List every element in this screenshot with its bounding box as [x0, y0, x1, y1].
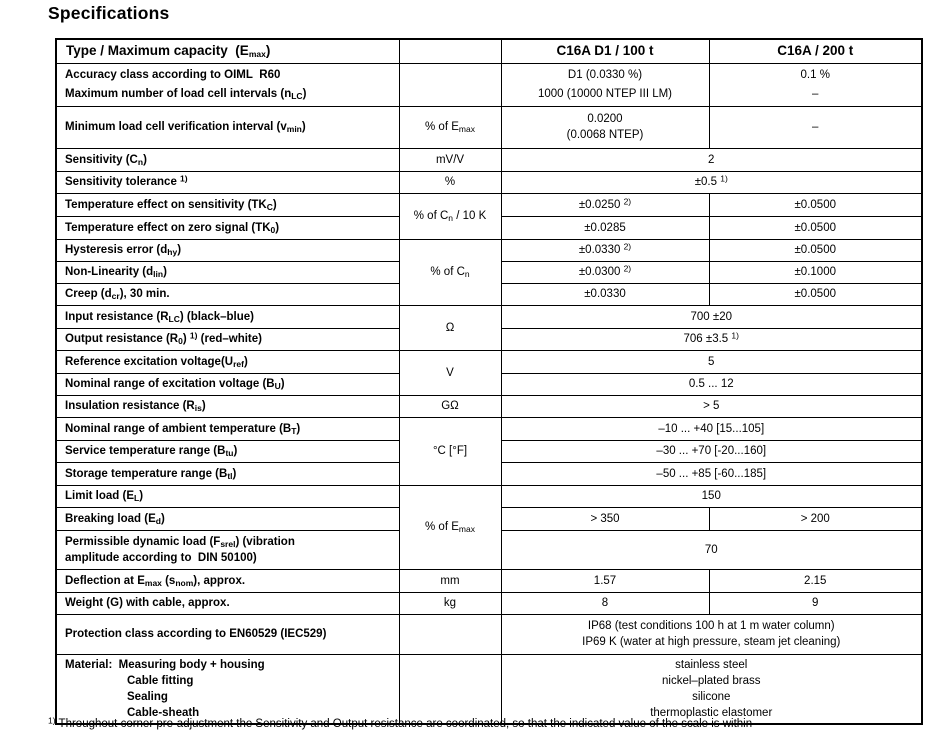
- table-row-temp-effect-sensitivity: [56, 193, 922, 216]
- celsius-fahrenheit-unit: °C [°F]: [399, 417, 501, 485]
- reference-excitation-label: Reference excitation $voltage(U_{ref})$: [56, 350, 399, 373]
- accuracy-label-line2: Maximum number of load cell intervals $(n_{LC})$: [65, 87, 307, 101]
- gigaohm-unit: GΩ: [399, 395, 501, 417]
- temp-effect-sensitivity-label: Temperature effect on sensitivity $(TK_C)$: [56, 193, 399, 216]
- temp-effect-sensitivity-col2: ±0.0500: [709, 193, 922, 216]
- sensitivity-value: 2: [501, 148, 922, 171]
- ambient-temperature-label: Nominal range of ambient temperature $(B_T)$: [56, 417, 399, 440]
- table-row-limit-load: [56, 485, 922, 507]
- deflection-label: Deflection at $E_{max}$ $(s_{nom})$, approx.: [56, 569, 399, 592]
- table-row-hysteresis: [56, 239, 922, 261]
- verification-interval-col1-cell: [501, 106, 709, 148]
- table-row-deflection: [56, 569, 922, 592]
- mm-unit: mm: [399, 569, 501, 592]
- service-temperature-value: –30 ... +70 [-20...160]: [501, 440, 922, 462]
- temp-effect-unit: % of $C_n / 10$ K: [399, 193, 501, 239]
- verification-interval-col2: –: [709, 106, 922, 148]
- protection-class-value-line2: IP69 K (water at high pressure, steam jet cleaning): [582, 636, 841, 648]
- breaking-load-col2: > 200: [709, 507, 922, 530]
- protection-class-value-cell: [501, 614, 922, 654]
- temp-effect-sensitivity-col1: ±0.0250 $^{2)}$: [501, 193, 709, 216]
- sensitivity-tolerance-label: Sensitivity tolerance $^{1)}$: [56, 171, 399, 193]
- dynamic-load-label-cell: [56, 530, 399, 569]
- footnote-1: $^{1)}$ Throughout corner pre-adjustment the Sensitivity and Output resistance are coordinated, so that the indicated value of the scale is within: [48, 715, 753, 730]
- excitation-range-value: 0.5 ... 12: [501, 373, 922, 395]
- table-row-header: [56, 39, 922, 63]
- deflection-col1: 1.57: [501, 569, 709, 592]
- verification-interval-label: Minimum load cell verification interval $(v_{min})$: [56, 106, 399, 148]
- non-linearity-label: Non-Linearity $(d_{lin})$: [56, 261, 399, 283]
- header-type-label: Type / Maximum capacity $(E_{max})$: [56, 39, 399, 63]
- material-label-cell: [56, 654, 399, 724]
- verification-interval-unit: % of $E_{max}$: [399, 106, 501, 148]
- sensitivity-label: Sensitivity $(C_n)$: [56, 148, 399, 171]
- table-row-insulation-resistance: [56, 395, 922, 417]
- kg-unit: kg: [399, 592, 501, 614]
- dynamic-load-value: 70: [501, 530, 922, 569]
- verification-interval-col1-line1: 0.0200: [587, 113, 623, 125]
- protection-class-unit-empty: [399, 614, 501, 654]
- breaking-load-col1: > 350: [501, 507, 709, 530]
- limit-load-value: 150: [501, 485, 922, 507]
- sensitivity-unit: mV/V: [399, 148, 501, 171]
- header-unit-cell-empty: [399, 39, 501, 63]
- table-row-sensitivity-tolerance: [56, 171, 922, 193]
- accuracy-col2-cell: [709, 63, 922, 106]
- volt-unit: V: [399, 350, 501, 395]
- insulation-resistance-label: Insulation resistance $(R_{is})$: [56, 395, 399, 417]
- table-row-weight: [56, 592, 922, 614]
- dynamic-load-label-line1: Permissible dynamic load $(F_{srel})$ (vibration: [65, 535, 295, 549]
- ambient-temperature-value: –10 ... +40 [15...105]: [501, 417, 922, 440]
- material-value-line3: silicone: [692, 690, 731, 703]
- accuracy-col1-line1: D1 (0.0330 %): [567, 68, 643, 81]
- deflection-col2: 2.15: [709, 569, 922, 592]
- temp-effect-zero-col2: ±0.0500: [709, 216, 922, 239]
- ohm-unit: Ω: [399, 305, 501, 350]
- hysteresis-label: Hysteresis error $(d_{hy})$: [56, 239, 399, 261]
- accuracy-unit-cell-empty: [399, 63, 501, 106]
- table-row-verification-interval: [56, 106, 922, 148]
- material-value-line1: stainless steel: [675, 658, 748, 671]
- input-resistance-label: Input resistance $(R_{LC})$ (black–blue): [56, 305, 399, 328]
- hysteresis-col1: ±0.0330 $^{2)}$: [501, 239, 709, 261]
- verification-interval-col1-line2: (0.0068 NTEP): [566, 129, 644, 141]
- non-linearity-col2: ±0.1000: [709, 261, 922, 283]
- percent-of-cn-unit: % of $C_n$: [399, 239, 501, 305]
- sensitivity-tolerance-value: ±0.5 $^{1)}$: [501, 171, 922, 193]
- creep-label: Creep $(d_{cr})$, 30 min.: [56, 283, 399, 305]
- page-title: Specifications: [48, 3, 170, 23]
- header-col2-c16a-200t: C16A / 200 t: [709, 39, 922, 63]
- temp-effect-zero-label: Temperature effect on zero signal $(TK_0)$: [56, 216, 399, 239]
- storage-temperature-value: –50 ... +85 [-60...185]: [501, 462, 922, 485]
- non-linearity-col1: ±0.0300 $^{2)}$: [501, 261, 709, 283]
- protection-class-label: Protection class according to EN60529 (IEC529): [56, 614, 399, 654]
- dynamic-load-label-line2: amplitude according to DIN 50100): [65, 551, 257, 564]
- header-col1-c16a-d1-100t: C16A D1 / 100 t: [501, 39, 709, 63]
- accuracy-col1-line2: 1000 (10000 NTEP III LM): [537, 87, 673, 100]
- storage-temperature-label: Storage temperature range $(B_{tl})$: [56, 462, 399, 485]
- temp-effect-zero-col1: ±0.0285: [501, 216, 709, 239]
- accuracy-col1-cell: [501, 63, 709, 106]
- output-resistance-label: Output resistance $(R_0)$ $^{1)}$ (red–white): [56, 328, 399, 350]
- weight-label: Weight (G) with cable, approx.: [56, 592, 399, 614]
- excitation-range-label: Nominal range of excitation voltage $(B_U)$: [56, 373, 399, 395]
- material-value-line4: thermoplastic elastomer: [650, 706, 773, 719]
- percent-of-emax-unit: % of $E_{max}$: [399, 485, 501, 569]
- table-row-input-resistance: [56, 305, 922, 328]
- creep-col1: ±0.0330: [501, 283, 709, 305]
- accuracy-col2-line1: 0.1 %: [800, 68, 830, 81]
- table-row-sensitivity: [56, 148, 922, 171]
- input-resistance-value: 700 ±20: [501, 305, 922, 328]
- material-label-line4: Cable-sheath: [127, 706, 200, 719]
- hysteresis-col2: ±0.0500: [709, 239, 922, 261]
- table-row-reference-excitation: [56, 350, 922, 373]
- insulation-resistance-value: > 5: [501, 395, 922, 417]
- material-label-line1: Material: Measuring body + housing: [65, 658, 265, 671]
- accuracy-label-line1: Accuracy class according to OIML R60: [65, 68, 281, 81]
- table-row-protection-class: [56, 614, 922, 654]
- material-label-line3: Sealing: [127, 690, 168, 703]
- accuracy-label-cell: [56, 63, 399, 106]
- material-value-cell: [501, 654, 922, 724]
- output-resistance-value: 706 ±3.5 $^{1)}$: [501, 328, 922, 350]
- table-row-material: [56, 654, 922, 724]
- reference-excitation-value: 5: [501, 350, 922, 373]
- breaking-load-label: Breaking load $(E_d)$: [56, 507, 399, 530]
- material-label-line2: Cable fitting: [127, 674, 194, 687]
- service-temperature-label: Service temperature range $(B_{tu})$: [56, 440, 399, 462]
- limit-load-label: Limit load $(E_L)$: [56, 485, 399, 507]
- specifications-table: [55, 38, 923, 725]
- table-row-ambient-temperature: [56, 417, 922, 440]
- sensitivity-tolerance-unit: %: [399, 171, 501, 193]
- creep-col2: ±0.0500: [709, 283, 922, 305]
- material-value-line2: nickel–plated brass: [662, 674, 761, 687]
- protection-class-value-line1: IP68 (test conditions 100 h at 1 m water column): [587, 620, 835, 632]
- material-unit-empty: [399, 654, 501, 724]
- accuracy-col2-line2: –: [812, 87, 819, 100]
- weight-col2: 9: [709, 592, 922, 614]
- weight-col1: 8: [501, 592, 709, 614]
- table-row-accuracy: [56, 63, 922, 106]
